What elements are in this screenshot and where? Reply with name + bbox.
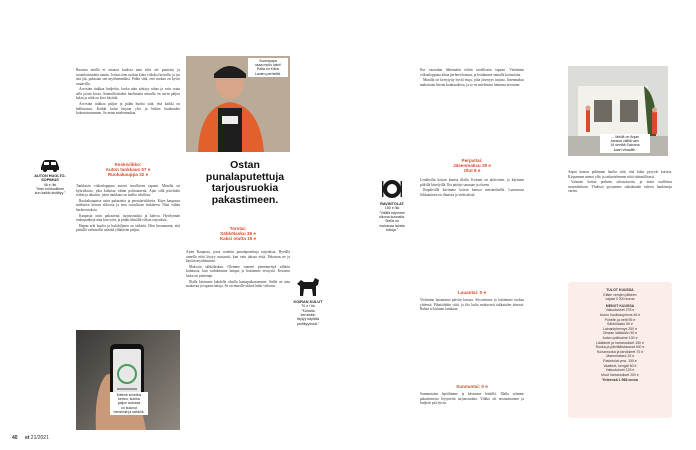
caption-line: Kätevä sovellus [116, 393, 142, 397]
car-icon [39, 158, 61, 172]
headline-line: punalaputettuja [205, 170, 285, 183]
income-line: vajaat 3 000 euroa [605, 297, 635, 302]
restaurant-note-line: Siellä on [385, 219, 399, 224]
expense-heading: MENOT KUUSSA [605, 303, 635, 308]
day-cost: Sähkölasku 39 e [220, 231, 256, 237]
thursday-heading [186, 226, 290, 242]
expense-item: Puhelin ja netti 55 e [604, 317, 636, 322]
dog-note-line: 70 e / kk [301, 304, 315, 309]
page-folio [12, 435, 49, 441]
car-note-line: kun kaikki sisältyy." [34, 191, 66, 196]
income-line: Eläke verojen jälkeen [603, 292, 637, 297]
caption-line: Lasten perheiltä. [255, 71, 281, 76]
sunday-heading [420, 384, 524, 389]
headline-line: pakastimeen. [211, 193, 279, 206]
paragraph: Arvostan tiukkaa budjettia, koska näin säästyy rahaa ja voin ostaa sillä jotain kivaa. Saunailloistakin huolimatta minulla on usein paljon kalaa ja niitä on kiva käyttää. [76, 87, 180, 101]
dog-note-line: täytyy käyttää [297, 317, 319, 322]
paragraph: Vietimme lauantaina päivän kotona. Siivosimme ja laitoimme ruokaa yhdessä. Pihatöitäkin riitti, ja ilta kului mukavasti takkatulen ääressä. Rahaa ei kulunut lainkaan. [420, 298, 524, 312]
paragraph: Ruuasta meillä ei omassa kodissa aina edes ole puutetta, ja ruoanlaitostakin nautin. Joskus teen ruokaa koko viikoksi kerralla, ja jos sitä jää, pakastan sen myöhemmäksi. Pidän siitä, että ruokaa on hyvin saatavilla. [76, 68, 180, 86]
day-cost: Kaksi olutta 15 e [219, 236, 257, 242]
paragraph: Lenkkeilin koiran kanssa illalla. Koirani on aktiivinen, ja käymme pitkillä kävelyillä. Ilta päättyi saunaan ja olueen. [420, 178, 524, 187]
paragraph: Minulla on kerrytytty hyviä etuja, joita jäsenyys tarjoaa. Jäsenmaksu maksetaan kerran kuukaudessa, ja se on mielestäni hintansa arvoinen. [420, 78, 524, 87]
budget-total: Yhteensä 1 968 euroa [602, 378, 638, 383]
day-label: Sunnuntai: 0 e [456, 384, 488, 389]
caption-line: kaari vihaaille. [613, 147, 637, 152]
day-cost: Jäsenmaksu 29 e [453, 163, 491, 169]
dog-cost-note [290, 276, 326, 326]
main-headline [190, 160, 300, 206]
caption-line: bensiiniä ja sähköä. [113, 409, 145, 414]
column-3-sunday [420, 392, 524, 432]
day-label: Lauantai: 0 e [457, 290, 487, 295]
headline-line: Ostan [230, 159, 260, 171]
expense-list [572, 308, 668, 377]
expense-item: Omaan säästöön 50 e [602, 331, 638, 336]
car-note-line: "Ihan kohtuullinen [35, 187, 65, 192]
day-label: Keskiviikko: [114, 162, 142, 167]
restaurant-note-line: tuttuja." [385, 227, 399, 232]
caption-line: on kulunut [120, 405, 138, 410]
paragraph: Illalla kävimme kahdella oluella kantapaikassamme. Siellä on aina mukavaa ja tapaan tuttuja. Se on minulle tärkeä hetki viikossa. [186, 279, 290, 289]
paragraph: Anjan kanssa pidämme huolta siitä, että kulut pysyvät kurissa. Kirjaamme menot ylös ja tarkastelemme niitä säännöllisesti. [568, 170, 672, 179]
restaurant-note-line: 150 e /kk [384, 206, 400, 211]
car-note-title: AUTON HUOLTO-SOPIMUS [34, 174, 66, 183]
day-cost: Olut 8 e [463, 168, 481, 174]
caption-line: kanssa välillä vain [610, 139, 640, 144]
paragraph: Tankkasin viikonloppuna autoni tavalliseen tapaan. Minulla on hybridiauto, joka kuluttaa vähän polttoainetta. Ajan sillä päivittäin töihin ja takaisin, joten tankkaus on melko edullista. [76, 184, 180, 198]
caption-line: kertoo, kuinka [118, 397, 140, 402]
budget-box [568, 282, 672, 418]
paragraph: Sunnuntaina lepäilimme ja kävimme lenkillä. Illalla söimme pakastimesta löytyneitä tarjousruokia. Viikko oli tavanomainen ja budjetti piti hyvin. [420, 392, 524, 406]
column-1-top [76, 68, 180, 154]
caption-line: Suomipapa [259, 59, 277, 63]
cutlery-icon [381, 178, 403, 200]
paragraph: Iltapäivällä kävimme koiran kanssa metsäretkellä. Luonnossa liikkuminen on ilmaista ja virkistävää. [420, 188, 524, 197]
column-2 [186, 250, 290, 432]
expense-item: Lääkkeet ja harrastukset 150 e [596, 340, 644, 345]
day-cost: Auton tankkaus 57 e [105, 167, 151, 173]
house-photo-caption [600, 134, 650, 153]
caption-line: paljon autossa [117, 401, 141, 406]
income-heading: TULOT KUUSSA [606, 288, 634, 292]
car-note-line: 46 e /kk [43, 182, 57, 187]
paragraph: Kaupasta ostin pakasteita, tarjousruokia ja kahvia. Hyödynnän etukuponkeja aina kun voin, ja pidän silmällä viikon tarjouksia. [76, 213, 180, 223]
expense-item: Vakuutukset 125 e [605, 368, 635, 373]
phone-photo [76, 330, 180, 430]
caption-line: ← Meillä on Anjan [610, 135, 640, 139]
day-cost: Ruokakauppa 32 e [107, 172, 149, 178]
column-4 [568, 170, 672, 270]
expense-item: Vaatteet, kengät 60 e [603, 363, 637, 368]
caption-line: osaa myös vaini! [254, 63, 282, 68]
dog-note-line: pedikyyrissä." [296, 321, 320, 326]
friday-heading [420, 158, 524, 174]
paragraph: Ilse varaudun lähtemään töihin tavalliseen tapaan. Vietämme viikonloppuna aikaa perheen kanssa, ja hoidamme samalla kotiasioita. [420, 68, 524, 77]
man-photo [186, 56, 290, 152]
magazine-name: et [24, 435, 30, 441]
column-3-top [420, 68, 524, 152]
expense-item: Koiranruoka ja tarvikkeet 70 e [596, 349, 644, 354]
column-3-middle [420, 178, 524, 286]
dog-icon [295, 276, 321, 298]
expense-item: Ruoka ja päivittäistavarat 400 e [595, 345, 645, 350]
column-1-bottom [76, 184, 180, 326]
expense-item: Auton polttoaine 100 e [602, 335, 638, 340]
phone-photo-caption [110, 392, 148, 415]
expense-item: Muut harrastukset 200 e [601, 372, 639, 377]
paragraph: Hapan arki huolto ja kuluhiljinen on tärkeää. Olen huomannut, että pienillä valinnoilla säästää yllättävän paljon. [76, 223, 180, 233]
column-3-saturday [420, 298, 524, 382]
saturday-heading [420, 290, 524, 295]
page-number: 40 [12, 435, 18, 441]
paragraph: Ajoin Kaupissa, jossa ostettiin punalaputettuja tarjouksia. Hyvällä onnella niitä löytyy runsaasti, kun vain jaksaa etsiä. Pakastan ne ja käytän myöhemmin. [186, 250, 290, 264]
expense-item: Auton huoltosopimus 46 e [599, 312, 641, 317]
wednesday-heading [76, 162, 180, 178]
restaurant-note-line: ulkona kuunaila. [379, 215, 405, 219]
restaurant-note-line: "Välillä käymme [379, 210, 405, 215]
dog-note-line: kerrankin [300, 313, 316, 317]
car-cost-note [30, 158, 70, 196]
expense-item: Vakuutukset 278 e [605, 308, 635, 313]
restaurant-note-title: RAVINTOLAT [380, 202, 404, 206]
expense-item: Jäsenmaksut 15 e [605, 354, 635, 359]
paragraph: Ruokakaupassa ostin pakasteita ja perustarvikkeita. Käyn kaupassa mieluiten kerran viikossa ja teen ostoslistan etukäteen. Näin vältän heräteostoksia. [76, 198, 180, 212]
paragraph: Maksoin sähkölaskun. Olemme saaneet pienennettyä sähkön kulutusta, kun vaihdoimme lamput ja lisäsimme eristystä. Kesäisin lasku on pienempi. [186, 264, 290, 278]
dog-note-title: KOIRAN KULUT [293, 300, 323, 304]
expense-item: Sähkölasku 59 e [607, 322, 633, 327]
issue-number: 21/2021 [30, 435, 49, 441]
caption-line: 16 senttiä Satonna [610, 143, 640, 148]
restaurant-note-line: mukavaa tavata [379, 223, 405, 228]
paragraph: Vaimoni hoitaa perheen talousasioita, ja minä osallistun suunnitteluun. Yhdessä pystymme säästämään tulevia hankintoja varten. [568, 180, 672, 194]
headline-line: tarjousruokia [211, 182, 279, 194]
man-photo-caption [248, 58, 288, 77]
dog-note-line: "Koiralla [301, 308, 315, 313]
expense-item: Lainanlyhennys 250 e [602, 326, 638, 331]
paragraph: Arvostan tiukkaa paljon ja pidän huolta siitä, että kaikki on hallinnassa. Kaikki kulut kirjaan ylös ja lasken kuukauden kokonaissumman. Se antaa mielenrauhaa. [76, 102, 180, 116]
expense-item: Ravintolat yms. 150 e [603, 358, 637, 363]
restaurant-cost-note [372, 178, 412, 232]
caption-line: Palta on Kiitos [256, 67, 280, 72]
day-label: Torstai: [229, 226, 247, 231]
day-label: Perjantai: [461, 158, 483, 163]
